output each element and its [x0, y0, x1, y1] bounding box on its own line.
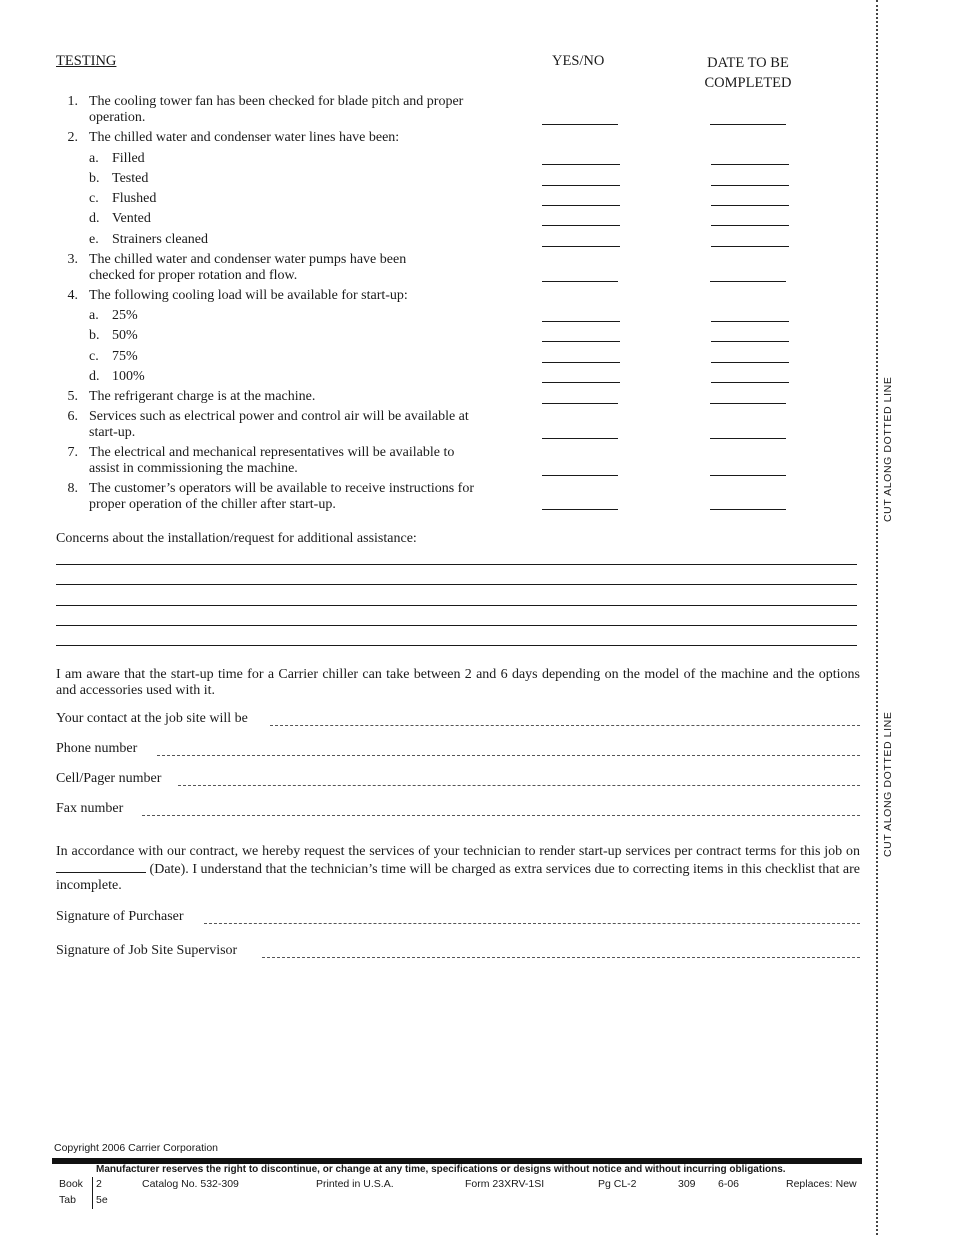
concerns-line[interactable]: [56, 564, 857, 565]
yes-no-blank[interactable]: [542, 124, 618, 125]
print-code: 309: [678, 1178, 696, 1190]
yes-no-blank[interactable]: [542, 341, 620, 342]
column-header-date-line1: DATE TO BE: [707, 55, 789, 71]
purchaser-signature-label: Signature of Purchaser: [56, 909, 184, 924]
sub-item-letter: b.: [89, 328, 100, 343]
date-blank[interactable]: [711, 164, 789, 165]
cell-pager-field[interactable]: [178, 785, 860, 786]
book-value: 2: [96, 1178, 102, 1190]
date-blank[interactable]: [711, 321, 789, 322]
concerns-label: Concerns about the installation/request for additional assistance:: [56, 531, 417, 546]
date-blank[interactable]: [711, 341, 789, 342]
column-header-yes-no: YES/NO: [552, 53, 605, 69]
date-blank[interactable]: [711, 362, 789, 363]
awareness-paragraph: I am aware that the start-up time for a Carrier chiller can take between 2 and 6 days depending on the model of the machine and the options and accessories used with it.: [56, 667, 860, 698]
phone-number-field[interactable]: [157, 755, 860, 756]
date-blank[interactable]: [710, 438, 786, 439]
yes-no-blank[interactable]: [542, 509, 618, 510]
item-number: 4.: [67, 288, 78, 303]
yes-no-blank[interactable]: [542, 225, 620, 226]
item-number: 7.: [67, 445, 78, 460]
item-text: The chilled water and condenser water lines have been:: [89, 130, 400, 145]
sub-item-text: Flushed: [112, 191, 157, 206]
copyright-notice: Copyright 2006 Carrier Corporation: [54, 1142, 218, 1154]
item-number: 3.: [67, 252, 78, 267]
disclaimer: Manufacturer reserves the right to discontinue, or change at any time, specifications or designs without notice and without incurring obligations.: [96, 1164, 786, 1175]
sub-item-letter: c.: [89, 191, 99, 206]
section-title-testing: TESTING: [56, 53, 117, 69]
yes-no-blank[interactable]: [542, 403, 618, 404]
job-site-contact-label: Your contact at the job site will be: [56, 711, 248, 726]
date-blank[interactable]: [710, 281, 786, 282]
phone-number-label: Phone number: [56, 741, 138, 756]
item-text: The following cooling load will be available for start-up:: [89, 288, 408, 303]
request-text-part2: (Date). I understand that the technician’s time will be charged as extra services due to correcting items in this checklist that are incomplete.: [56, 862, 860, 893]
item-text: Services such as electrical power and control air will be available at start-up.: [89, 409, 469, 440]
item-number: 8.: [67, 481, 78, 496]
sub-item-letter: d.: [89, 211, 100, 226]
item-text: The refrigerant charge is at the machine.: [89, 389, 316, 404]
request-paragraph: [56, 844, 860, 894]
book-tab-divider: [92, 1177, 93, 1209]
yes-no-blank[interactable]: [542, 382, 620, 383]
yes-no-blank[interactable]: [542, 475, 618, 476]
sub-item-text: Strainers cleaned: [112, 232, 209, 247]
date-blank[interactable]: [711, 205, 789, 206]
sub-item-letter: d.: [89, 369, 100, 384]
yes-no-blank[interactable]: [542, 281, 618, 282]
column-header-date-line2: COMPLETED: [704, 75, 792, 91]
sub-item-text: Vented: [112, 211, 151, 226]
cut-instruction-upper: CUT ALONG DOTTED LINE: [882, 376, 894, 522]
yes-no-blank[interactable]: [542, 438, 618, 439]
date-blank[interactable]: [711, 382, 789, 383]
date-blank[interactable]: [710, 403, 786, 404]
date-blank[interactable]: [711, 185, 789, 186]
cell-pager-label: Cell/Pager number: [56, 771, 162, 786]
cut-line: [876, 0, 878, 1235]
tab-label: Tab: [59, 1194, 76, 1206]
fax-number-label: Fax number: [56, 801, 124, 816]
date-blank[interactable]: [711, 225, 789, 226]
item-text: The customer’s operators will be available to receive instructions for proper operation of the chiller after start-up.: [89, 481, 474, 512]
request-text-part1: In accordance with our contract, we hereby request the services of your technician to render start-up services per contract terms for this job on: [56, 844, 860, 859]
replaces-info: Replaces: New: [786, 1178, 857, 1190]
item-text: The chilled water and condenser water pumps have been checked for proper rotation and flow.: [89, 252, 407, 283]
print-date: 6-06: [718, 1178, 740, 1190]
sub-item-text: 25%: [112, 308, 138, 323]
sub-item-letter: e.: [89, 232, 99, 247]
date-blank[interactable]: [710, 509, 786, 510]
item-text: The electrical and mechanical representatives will be available to assist in commissioning the machine.: [89, 445, 455, 476]
date-blank[interactable]: [710, 124, 786, 125]
column-header-date: [690, 53, 806, 93]
sub-item-text: Filled: [112, 151, 145, 166]
start-date-field[interactable]: [56, 860, 146, 873]
yes-no-blank[interactable]: [542, 205, 620, 206]
page-number: Pg CL-2: [598, 1178, 637, 1190]
cut-instruction-lower: CUT ALONG DOTTED LINE: [882, 711, 894, 857]
purchaser-signature-field[interactable]: [204, 923, 860, 924]
sub-item-text: 75%: [112, 349, 138, 364]
book-label: Book: [59, 1178, 83, 1190]
item-number: 2.: [67, 130, 78, 145]
item-number: 1.: [67, 94, 78, 109]
sub-item-letter: b.: [89, 171, 100, 186]
supervisor-signature-field[interactable]: [262, 957, 860, 958]
sub-item-letter: c.: [89, 349, 99, 364]
date-blank[interactable]: [710, 475, 786, 476]
sub-item-letter: a.: [89, 151, 99, 166]
concerns-line[interactable]: [56, 625, 857, 626]
catalog-number: Catalog No. 532-309: [142, 1178, 239, 1190]
yes-no-blank[interactable]: [542, 164, 620, 165]
job-site-contact-field[interactable]: [270, 725, 860, 726]
concerns-line[interactable]: [56, 605, 857, 606]
yes-no-blank[interactable]: [542, 246, 620, 247]
sub-item-text: 100%: [112, 369, 145, 384]
concerns-line[interactable]: [56, 584, 857, 585]
concerns-line[interactable]: [56, 645, 857, 646]
item-text: The cooling tower fan has been checked for blade pitch and proper operation.: [89, 94, 464, 125]
sub-item-text: 50%: [112, 328, 138, 343]
yes-no-blank[interactable]: [542, 321, 620, 322]
item-number: 5.: [67, 389, 78, 404]
date-blank[interactable]: [711, 246, 789, 247]
yes-no-blank[interactable]: [542, 185, 620, 186]
tab-value: 5e: [96, 1194, 108, 1206]
sub-item-text: Tested: [112, 171, 149, 186]
printed-in: Printed in U.S.A.: [316, 1178, 394, 1190]
supervisor-signature-label: Signature of Job Site Supervisor: [56, 943, 238, 958]
sub-item-letter: a.: [89, 308, 99, 323]
fax-number-field[interactable]: [142, 815, 860, 816]
form-number: Form 23XRV-1SI: [465, 1178, 545, 1190]
item-number: 6.: [67, 409, 78, 424]
yes-no-blank[interactable]: [542, 362, 620, 363]
